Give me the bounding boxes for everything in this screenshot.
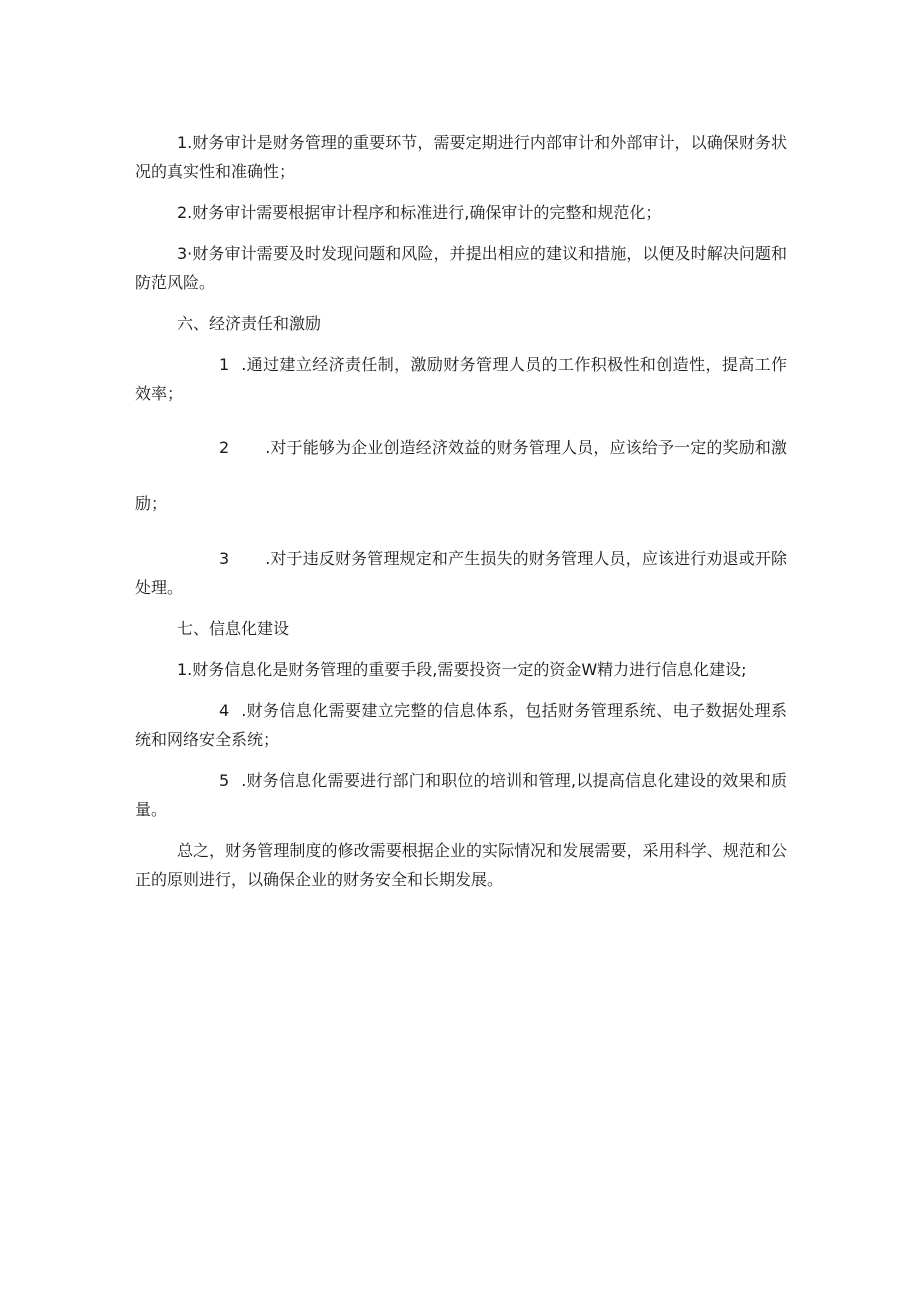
responsibility-item-1 [135, 350, 787, 408]
paragraph-text: .财务信息化需要进行部门和职位的培训和管理,以提高信息化建设的效果和质量。 [135, 771, 787, 819]
item-number: 3 [219, 549, 230, 568]
paragraph-text: .通过建立经济责任制，激励财务管理人员的工作积极性和创造性，提高工作效率； [135, 355, 787, 403]
conclusion-paragraph [135, 836, 787, 894]
paragraph-text: 总之，财务管理制度的修改需要根据企业的实际情况和发展需要，采用科学、规范和公正的原则进行，以确保企业的财务安全和长期发展。 [135, 841, 787, 889]
paragraph-text: .财务信息化需要建立完整的信息体系，包括财务管理系统、电子数据处理系统和网络安全系统； [135, 701, 787, 749]
paragraph-text: 2.财务审计需要根据审计程序和标准进行,确保审计的完整和规范化； [177, 203, 662, 222]
responsibility-item-2 [135, 420, 787, 532]
audit-item-1 [135, 128, 787, 186]
audit-item-3 [135, 239, 787, 297]
paragraph-text: 1.财务审计是财务管理的重要环节，需要定期进行内部审计和外部审计，以确保财务状况的真实性和准确性； [135, 133, 787, 181]
section-heading-economic-responsibility [135, 309, 787, 338]
responsibility-item-3 [135, 544, 787, 602]
section-heading-informatization [135, 614, 787, 643]
paragraph-text: .对于能够为企业创造经济效益的财务管理人员，应该给予一定的奖励和激励； [135, 438, 787, 513]
item-number: 1 [219, 355, 230, 374]
paragraph-text: 1.财务信息化是财务管理的重要手段,需要投资一定的资金W精力进行信息化建设; [177, 660, 747, 679]
audit-item-2 [135, 198, 787, 227]
item-number: 2 [219, 438, 230, 457]
informatization-item-1 [135, 655, 787, 684]
item-number: 5 [219, 771, 230, 790]
document-body [135, 128, 787, 906]
paragraph-text: .对于违反财务管理规定和产生损失的财务管理人员，应该进行劝退或开除处理。 [135, 549, 787, 597]
section-title: 七、信息化建设 [177, 619, 290, 638]
paragraph-text: 3·财务审计需要及时发现问题和风险，并提出相应的建议和措施，以便及时解决问题和防范风险。 [135, 244, 787, 292]
section-title: 六、经济责任和激励 [177, 314, 322, 333]
item-number: 4 [219, 701, 230, 720]
informatization-item-5 [135, 766, 787, 824]
informatization-item-4 [135, 696, 787, 754]
